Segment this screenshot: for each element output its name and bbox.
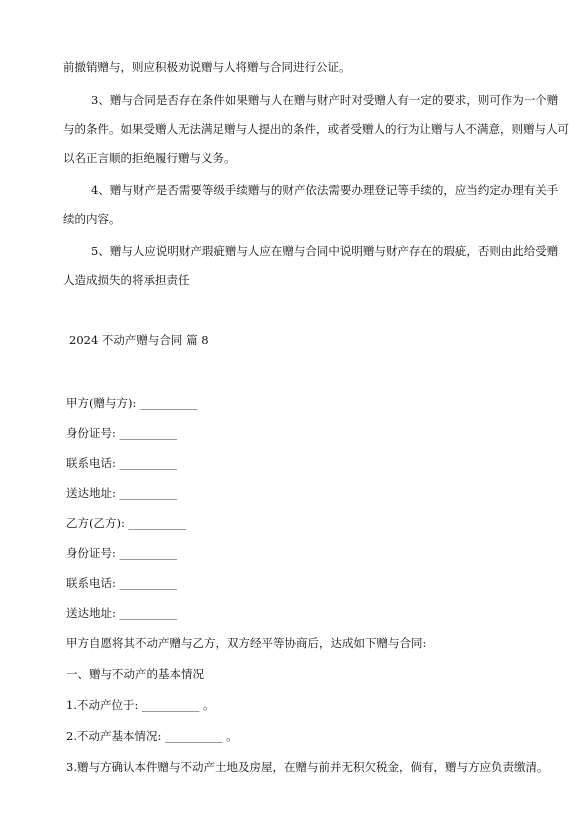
paragraph-line: 人造成损失的将承担责任 bbox=[63, 273, 190, 287]
clause-item: 1.不动产位于: __________ 。 bbox=[66, 698, 215, 712]
party-a-phone-field: 联系电话: __________ bbox=[66, 456, 178, 470]
party-b-address-field: 送达地址: __________ bbox=[66, 606, 178, 620]
paragraph-line: 以名正言顺的拒绝履行赠与义务。 bbox=[63, 151, 236, 165]
paragraph-line: 与的条件。如果受赠人无法满足赠与人提出的条件，或者受赠人的行为让赠与人不满意，则赠与人可 bbox=[63, 122, 569, 136]
clause-item: 2.不动产基本情况: __________ 。 bbox=[66, 729, 238, 743]
paragraph-line: 前撤销赠与，则应积极劝说赠与人将赠与合同进行公证。 bbox=[63, 60, 351, 74]
party-a-address-field: 送达地址: __________ bbox=[66, 486, 178, 500]
party-a-field: 甲方(赠与方): __________ bbox=[66, 396, 198, 410]
party-b-phone-field: 联系电话: __________ bbox=[66, 576, 178, 590]
paragraph-line: 4、赠与财产是否需要等级手续赠与的财产依法需要办理登记等手续的，应当约定办理有关手 bbox=[91, 183, 559, 197]
party-b-id-field: 身份证号: __________ bbox=[66, 546, 178, 560]
party-a-id-field: 身份证号: __________ bbox=[66, 426, 178, 440]
article-heading: 一、赠与不动产的基本情况 bbox=[66, 667, 204, 681]
paragraph-line: 5、赠与人应说明财产瑕疵赠与人应在赠与合同中说明赠与财产存在的瑕疵，否则由此给受赠 bbox=[91, 244, 559, 258]
agreement-intro: 甲方自愿将其不动产赠与乙方，双方经平等协商后，达成如下赠与合同: bbox=[66, 636, 427, 650]
section-title: 2024 不动产赠与合同 篇 8 bbox=[69, 333, 209, 347]
clause-item: 3.赠与方确认本件赠与不动产土地及房屋，在赠与前并无积欠税金，倘有，赠与方应负责缴清。 bbox=[66, 760, 549, 774]
party-b-field: 乙方(乙方): __________ bbox=[66, 516, 187, 530]
paragraph-line: 续的内容。 bbox=[63, 212, 121, 226]
paragraph-line: 3、赠与合同是否存在条件如果赠与人在赠与财产时对受赠人有一定的要求，则可作为一个赠 bbox=[91, 93, 559, 107]
